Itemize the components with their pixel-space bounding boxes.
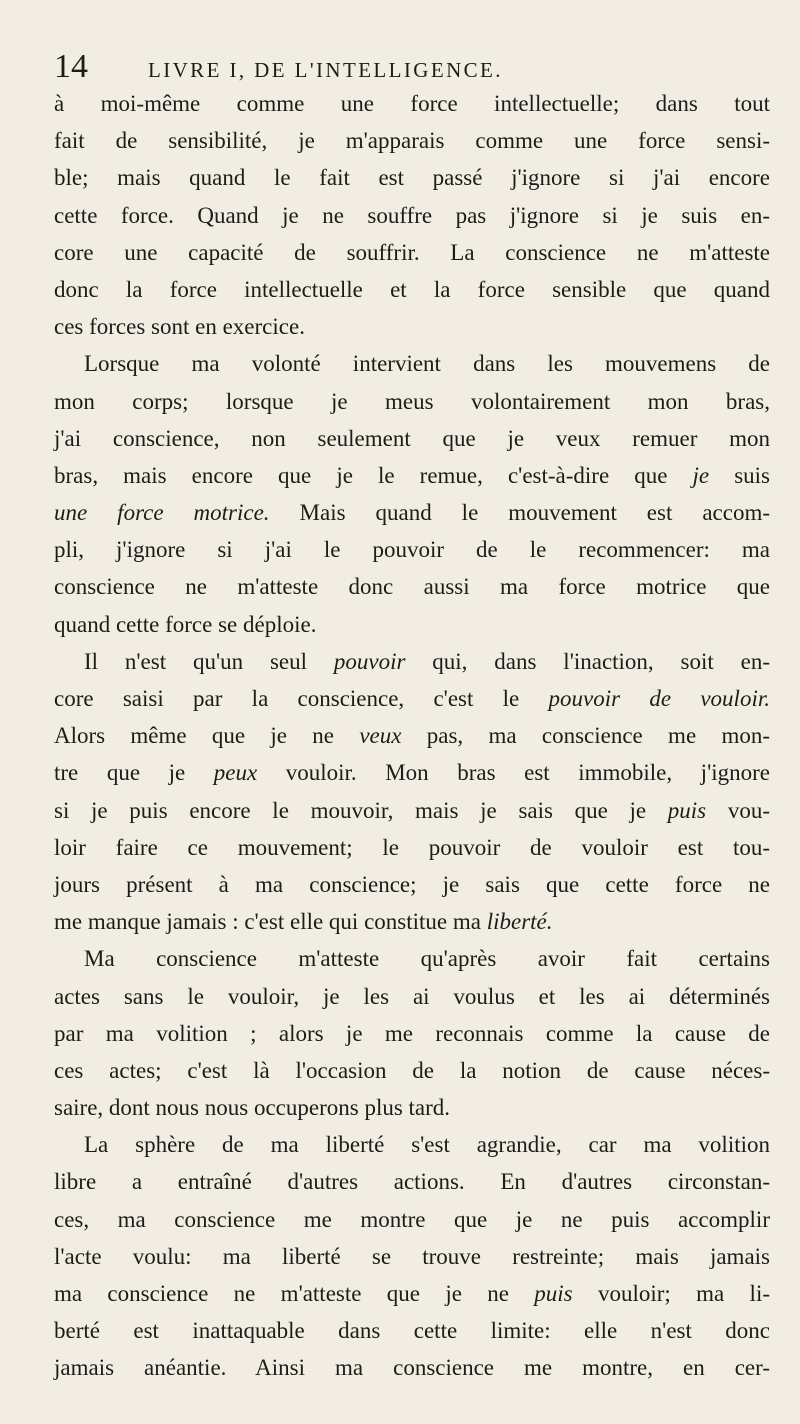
text-line: à moi-même comme une force intellectuelle; dans tout xyxy=(54,91,770,116)
text-run: vouloir. Mon bras est immobile, j'ignore xyxy=(257,760,770,786)
italic-run: liberté. xyxy=(486,909,553,935)
text-line: conscience ne m'atteste donc aussi ma force motrice que xyxy=(54,574,770,600)
text-line: fait de sensibilité, je m'apparais comme une force sensi- xyxy=(54,128,770,154)
running-head xyxy=(54,50,774,90)
text-line xyxy=(54,457,770,494)
running-title: LIVRE I, DE L'INTELLIGENCE. xyxy=(148,58,503,82)
text-line: core une capacité de souffrir. La conscience ne m'atteste xyxy=(54,239,770,265)
italic-run: peux xyxy=(213,760,258,786)
text-line: par ma volition ; alors je me reconnais comme la cause de xyxy=(54,1020,770,1046)
text-run: Il n'est qu'un seul xyxy=(84,648,334,674)
text-line: loir faire ce mouvement; le pouvoir de vouloir est tou- xyxy=(54,834,770,860)
text-line xyxy=(54,643,770,680)
text-line: actes sans le vouloir, je les ai voulus et les ai déterminés xyxy=(54,983,770,1009)
text-run: suis xyxy=(709,462,770,488)
text-line xyxy=(54,680,770,717)
text-line: pli, j'ignore si j'ai le pouvoir de le recommencer: ma xyxy=(54,537,770,563)
text-line: quand cette force se déploie. xyxy=(54,611,317,637)
text-line xyxy=(54,792,770,829)
text-line xyxy=(54,903,770,940)
text-line: l'acte voulu: ma liberté se trouve restreinte; mais jamais xyxy=(54,1243,770,1269)
italic-run: pouvoir xyxy=(333,648,406,674)
text-line: Lorsque ma volonté intervient dans les mouvemens de xyxy=(84,351,770,377)
text-run: si je puis encore le mouvoir, mais je sais que je xyxy=(54,797,668,823)
text-run: Mais quand le mouvement est accom- xyxy=(269,500,770,526)
text-line: j'ai conscience, non seulement que je veux remuer mon xyxy=(54,425,770,451)
text-run: tre que je xyxy=(54,760,214,786)
text-line: saire, dont nous nous occuperons plus tard. xyxy=(54,1095,451,1121)
text-line: ble; mais quand le fait est passé j'ignore si j'ai encore xyxy=(54,165,770,191)
text-run: pas, ma conscience me mon- xyxy=(401,723,771,749)
text-line xyxy=(54,754,770,791)
italic-run: puis xyxy=(534,1281,573,1306)
text-line: berté est inattaquable dans cette limite: elle n'est donc xyxy=(54,1318,770,1344)
text-line: mon corps; lorsque je meus volontairement mon bras, xyxy=(54,388,770,414)
italic-run: une force motrice. xyxy=(54,500,270,526)
text-run: vouloir; ma li- xyxy=(572,1281,770,1306)
text-run: core saisi par la conscience, c'est le xyxy=(54,686,549,711)
page-number: 14 xyxy=(54,48,88,85)
text-run: vou- xyxy=(706,797,770,823)
text-line xyxy=(54,717,770,754)
text-line xyxy=(54,1275,770,1312)
text-run: Alors même que je ne xyxy=(54,723,360,749)
text-line: cette force. Quand je ne souffre pas j'ignore si je suis en- xyxy=(54,202,770,228)
italic-run: veux xyxy=(359,723,402,749)
text-line: donc la force intellectuelle et la force sensible que quand xyxy=(54,276,770,302)
text-line: ces forces sont en exercice. xyxy=(54,314,305,340)
text-line: ces, ma conscience me montre que je ne puis accomplir xyxy=(54,1206,770,1232)
text-run: ma conscience ne m'atteste que je ne xyxy=(54,1281,535,1306)
text-line: libre a entraîné d'autres actions. En d'autres circonstan- xyxy=(54,1169,770,1195)
text-line: La sphère de ma liberté s'est agrandie, car ma volition xyxy=(84,1132,770,1158)
text-line xyxy=(54,494,770,531)
italic-run: pouvoir de vouloir. xyxy=(548,686,770,711)
text-line: jamais anéantie. Ainsi ma conscience me montre, en cer- xyxy=(54,1355,770,1381)
italic-run: je xyxy=(692,462,710,488)
text-line: jours présent à ma conscience; je sais que cette force ne xyxy=(54,871,770,897)
italic-run: puis xyxy=(667,797,707,823)
text-run: qui, dans l'inaction, soit en- xyxy=(405,648,770,674)
text-run: me manque jamais : c'est elle qui constitue ma xyxy=(54,909,487,935)
body-text xyxy=(54,85,770,1387)
text-run: bras, mais encore que je le remue, c'est-à-dire que xyxy=(54,462,693,488)
text-line: Ma conscience m'atteste qu'après avoir fait certains xyxy=(84,946,770,972)
text-line: ces actes; c'est là l'occasion de la notion de cause néces- xyxy=(54,1057,770,1083)
